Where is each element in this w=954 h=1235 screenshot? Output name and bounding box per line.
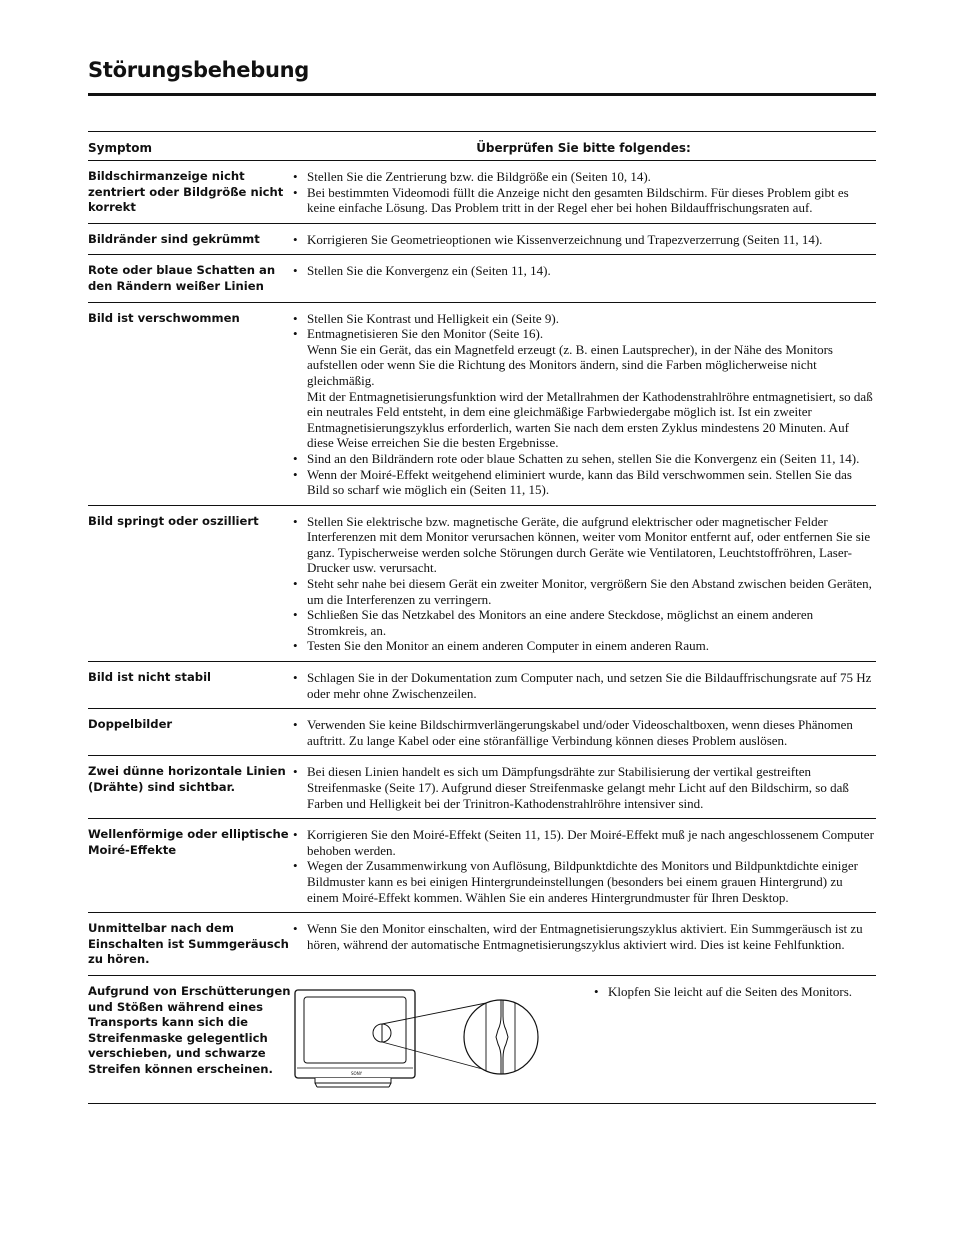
- symptom-cell: Rote oder blaue Schatten an den Rändern weißer Linien: [88, 255, 291, 302]
- list-item-text: • Entmagnetisieren Sie den Monitor (Seite 16).: [307, 326, 544, 342]
- check-cell: [291, 913, 876, 976]
- symptom-cell: Bildränder sind gekrümmt: [88, 223, 291, 255]
- list-item: • Wenn der Moiré-Effekt weitgehend eliminiert wurde, kann das Bild verschwommen sein. Stellen Sie das Bild so scharf wie möglich ein (Seiten 11, 15).: [305, 467, 876, 498]
- list-item: [305, 326, 876, 451]
- table-row: [88, 161, 876, 224]
- symptom-cell: Unmittelbar nach dem Einschalten ist Summgeräusch zu hören.: [88, 913, 291, 976]
- list-item: • Wegen der Zusammenwirkung von Auflösung, Bildpunktdichte des Monitors und Bildpunktdichte einiger Bildmuster kann es bei einigen Hintergrundeinstellungen (besonders bei einem grauen Hintergrund) zu einem Moiré-Effekt kommen. Wählen Sie ein anderes Hintergrundmuster für Ihren Desktop.: [305, 858, 876, 905]
- symptom-cell: Doppelbilder: [88, 709, 291, 756]
- list-item: • Stellen Sie die Zentrierung bzw. die Bildgröße ein (Seiten 10, 14).: [305, 169, 876, 185]
- table-row: [88, 302, 876, 505]
- table-row: [88, 913, 876, 976]
- list-item: • Wenn Sie den Monitor einschalten, wird der Entmagnetisierungszyklus aktiviert. Ein Summgeräusch ist zu hören, während der automatische Entmagnetisierungszyklus aktiviert wird. Dies ist keine Fehlfunktion.: [305, 921, 876, 952]
- last-row-content: [291, 984, 876, 1096]
- list-item-continuation: Wenn Sie ein Gerät, das ein Magnetfeld erzeugt (z. B. einen Lautsprecher), in der Nähe des Monitors aufstellen oder wenn Sie die Richtung des Monitors ändern, sind die Farben möglicherweise nicht gleichmäßig.: [307, 341, 833, 388]
- symptom-cell: Bild springt oder oszilliert: [88, 505, 291, 661]
- table-row: [88, 975, 876, 1103]
- list-item: • Klopfen Sie leicht auf die Seiten des Monitors.: [606, 984, 876, 1000]
- list-item: • Korrigieren Sie den Moiré-Effekt (Seiten 11, 15). Der Moiré-Effekt muß je nach angeschlossenem Computer behoben werden.: [305, 827, 876, 858]
- check-list: [291, 311, 876, 498]
- check-list: [291, 921, 876, 952]
- check-list: [291, 263, 876, 279]
- check-list: [291, 670, 876, 701]
- list-item: • Steht sehr nahe bei diesem Gerät ein zweiter Monitor, vergrößern Sie den Abstand zwischen beiden Geräten, um die Interferenzen zu verringern.: [305, 576, 876, 607]
- symptom-cell: Wellenförmige oder elliptische Moiré-Effekte: [88, 819, 291, 913]
- list-item: • Stellen Sie elektrische bzw. magnetische Geräte, die aufgrund elektrischer oder magnetischer Felder Interferenzen mit dem Monitor verursachen können, weiter vom Monitor entfernt auf, oder entfernen Sie sie ganz. Typischerweise werden solche Störungen durch Geräte wie Ventilatoren, Leuchtstoffröhren, Laser-Drucker usw. verursacht.: [305, 514, 876, 576]
- check-list: [291, 514, 876, 654]
- table-row: [88, 255, 876, 302]
- check-list: [291, 764, 876, 811]
- header-check: Überprüfen Sie bitte folgendes:: [291, 132, 876, 161]
- check-list: [291, 827, 876, 905]
- check-cell: [291, 161, 876, 224]
- list-item: • Korrigieren Sie Geometrieoptionen wie Kissenverzeichnung und Trapezverzerrung (Seiten 11, 14).: [305, 232, 876, 248]
- list-item: • Schließen Sie das Netzkabel des Monitors an eine andere Steckdose, möglichst an einem anderen Stromkreis, an.: [305, 607, 876, 638]
- list-item: • Stellen Sie Kontrast und Helligkeit ein (Seite 9).: [305, 311, 876, 327]
- svg-text:SONY: SONY: [351, 1070, 363, 1076]
- list-item: • Testen Sie den Monitor an einem anderen Computer in einem anderen Raum.: [305, 638, 876, 654]
- page-title: Störungsbehebung: [88, 58, 310, 82]
- check-cell: [291, 709, 876, 756]
- check-cell: [291, 302, 876, 505]
- table-row: [88, 223, 876, 255]
- check-list: [291, 232, 876, 248]
- list-item: • Bei bestimmten Videomodi füllt die Anzeige nicht den gesamten Bildschirm. Für dieses Problem gibt es keine einfache Lösung. Das Problem tritt in der Regel eher bei hohen Bildauffrischungsraten auf.: [305, 185, 876, 216]
- list-item: • Bei diesen Linien handelt es sich um Dämpfungsdrähte zur Stabilisierung der vertikal gestreiften Streifenmaske (Seite 17). Aufgrund dieser Streifenmaske gelangt mehr Licht auf den Bildschirm, so daß Farben und Helligkeit bei der Trinitron-Kathodenstrahlröhre intensiver sind.: [305, 764, 876, 811]
- title-rule: [88, 93, 876, 96]
- check-cell: [291, 255, 876, 302]
- list-item: • Schlagen Sie in der Dokumentation zum Computer nach, und setzen Sie die Bildauffrischungsrate auf 75 Hz oder mehr ohne Zwischenzeilen.: [305, 670, 876, 701]
- troubleshooting-table: [88, 131, 876, 1104]
- list-item: • Verwenden Sie keine Bildschirmverlängerungskabel und/oder Videoschaltboxen, wenn dieses Phänomen auftritt. Zu lange Kabel oder eine störanfällige Verbindung können dieses Problem auslösen.: [305, 717, 876, 748]
- check-list: [592, 984, 876, 1096]
- monitor-tap-illustration: [293, 984, 578, 1096]
- symptom-cell: Aufgrund von Erschütterungen und Stößen während eines Transports kann sich die Streifenmaske gelegentlich verschieben, und schwarze Streifen können erscheinen.: [88, 975, 291, 1103]
- check-cell: [291, 505, 876, 661]
- check-list: [291, 169, 876, 216]
- symptom-cell: Bild ist nicht stabil: [88, 662, 291, 709]
- symptom-cell: Zwei dünne horizontale Linien (Drähte) sind sichtbar.: [88, 756, 291, 819]
- check-cell: [291, 662, 876, 709]
- symptom-cell: Bildschirmanzeige nicht zentriert oder Bildgröße nicht korrekt: [88, 161, 291, 224]
- table-row: [88, 662, 876, 709]
- check-cell: [291, 975, 876, 1103]
- check-cell: [291, 756, 876, 819]
- check-list: [291, 717, 876, 748]
- header-symptom: Symptom: [88, 132, 291, 161]
- list-item-continuation: Mit der Entmagnetisierungsfunktion wird der Metallrahmen der Kathodenstrahlröhre entmagnetisiert, so daß ein neutrales Feld entsteht, in dem eine gleichmäßige Farbwiedergabe möglich ist. Ist ein zweiter Entmagnetisierungszyklus erforderlich, warten Sie nach dem ersten Zyklus mindestens 20 Minuten. Auf diese Weise erreichen Sie die besten Ergebnisse.: [307, 388, 873, 451]
- table-row: [88, 709, 876, 756]
- table-row: [88, 819, 876, 913]
- symptom-cell: Bild ist verschwommen: [88, 302, 291, 505]
- check-cell: [291, 223, 876, 255]
- list-item: • Stellen Sie die Konvergenz ein (Seiten 11, 14).: [305, 263, 876, 279]
- list-item: • Sind an den Bildrändern rote oder blaue Schatten zu sehen, stellen Sie die Konvergenz ein (Seiten 11, 14).: [305, 451, 876, 467]
- table-row: [88, 756, 876, 819]
- check-cell: [291, 819, 876, 913]
- table-row: [88, 505, 876, 661]
- table-header-row: [88, 132, 876, 161]
